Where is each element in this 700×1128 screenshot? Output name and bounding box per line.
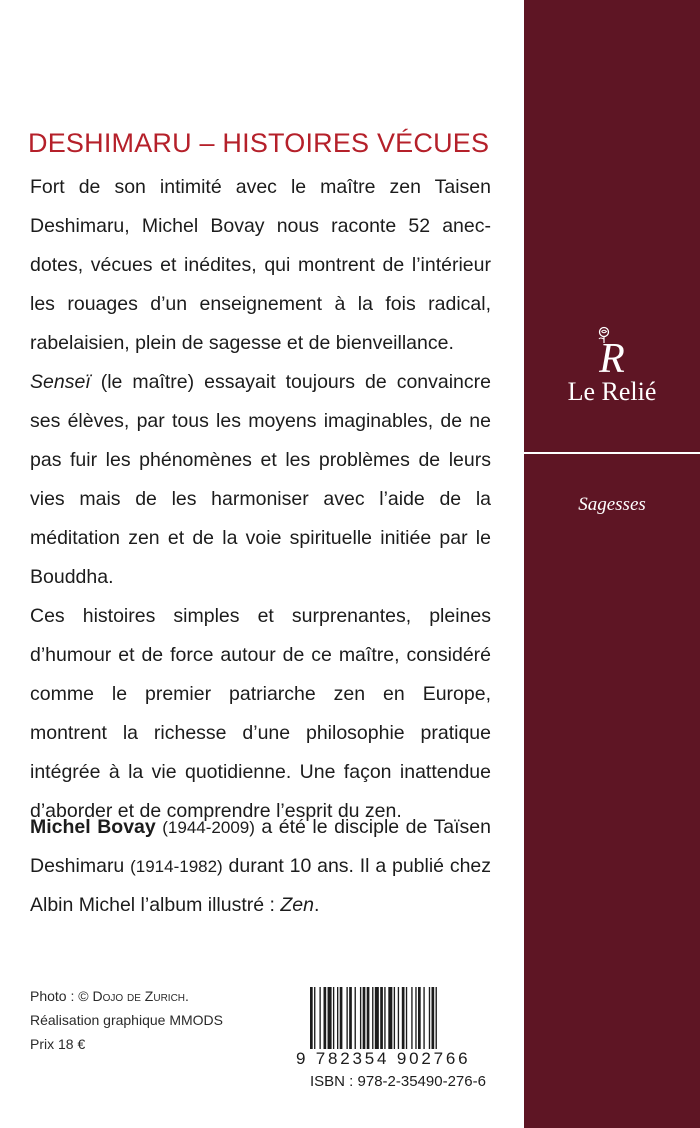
isbn: ISBN : 978-2-35490-276-6 <box>310 1073 486 1090</box>
description <box>30 168 491 831</box>
barcode-bar <box>398 987 399 1049</box>
collection-name: Sagesses <box>578 494 646 515</box>
publisher-name: Le Relié <box>567 377 657 406</box>
barcode-bar <box>360 987 361 1049</box>
spine-divider <box>524 452 700 454</box>
book-title: DESHIMARU – HISTOIRES VÉCUES <box>28 128 490 158</box>
barcode-bar <box>415 987 416 1049</box>
author-bio <box>30 808 491 925</box>
barcode-bar <box>394 987 395 1049</box>
barcode-bar <box>363 987 366 1049</box>
barcode-bar <box>418 987 421 1049</box>
barcode-digits: 9 782354 902766 <box>296 1049 471 1068</box>
photo-credit <box>30 984 280 1008</box>
bio-text-2: durant 10 ans. Il a publié chez Albin Michel l’album illustré : <box>30 855 492 916</box>
design-credit: Réalisation graphique MMODS <box>30 1012 223 1028</box>
publisher-spine-panel <box>524 0 700 1128</box>
barcode-bar <box>436 987 437 1049</box>
barcode-bar <box>384 987 385 1049</box>
barcode-bar <box>310 987 313 1049</box>
author-name: Michel Bovay <box>30 816 156 838</box>
barcode-bar <box>432 987 435 1049</box>
barcode-bar <box>314 987 315 1049</box>
credits <box>30 984 280 1056</box>
bio-work-title: Zen <box>280 894 314 916</box>
barcode-bar <box>429 987 430 1049</box>
barcode-bar <box>380 987 383 1049</box>
barcode-bar <box>406 987 407 1049</box>
barcode-bar <box>372 987 373 1049</box>
photo-credit-label: Photo : © <box>30 988 93 1004</box>
barcode-bar <box>411 987 412 1049</box>
barcode-block <box>296 987 510 1107</box>
description-paragraph-2 <box>30 363 491 597</box>
barcode-bar <box>388 987 392 1049</box>
author-dates: (1944-2009) <box>162 818 255 837</box>
barcode-bar <box>355 987 356 1049</box>
publisher-logo <box>524 322 700 422</box>
photo-credit-end: . <box>185 988 189 1004</box>
barcode-bar <box>346 987 347 1049</box>
barcode-bar <box>423 987 424 1049</box>
barcode-bar <box>337 987 338 1049</box>
master-dates: (1914-1982) <box>130 857 223 876</box>
bio-end: . <box>313 894 320 916</box>
logo-letter: R <box>599 336 625 382</box>
price: Prix 18 € <box>30 1036 86 1052</box>
description-paragraph-1: Fort de son intimité avec le maître zen Taisen Deshimaru, Michel Bovay nous raconte 52 anecdotes, vécues et inédites, qui montrent de l’intérieur les rouages d’un enseignement à la fois radical, rabelaisien, plein de sagesse et de bienveillance. <box>30 176 491 354</box>
barcode-bar <box>367 987 370 1049</box>
barcode-bar <box>319 987 320 1049</box>
description-paragraph-2-text: (le maître) essayait toujours de convaincre ses élèves, par tous les moyens imaginables, de ne pas fuir les phénomènes et les problèmes de leurs vies mais de les harmoniser avec l’aide de la méditation zen et de la voie spirituelle initiée par le Bouddha. <box>30 371 491 588</box>
photo-credit-name: Dojo de Zurich <box>92 988 186 1004</box>
description-paragraph-3: Ces histoires simples et surprenantes, pleines d’humour et de force autour de ce maître, considéré comme le premier patriarche zen en Europe, montrent la richesse d’une philosophie pratique intégrée à la vie quotidienne. Une façon inattendue d’aborder et de comprendre l’esprit du zen. <box>30 605 491 822</box>
barcode-bar <box>375 987 379 1049</box>
barcode-bar <box>324 987 327 1049</box>
barcode-bar <box>328 987 332 1049</box>
barcode-bar <box>340 987 343 1049</box>
barcode-bar <box>402 987 405 1049</box>
barcode-bar <box>333 987 334 1049</box>
barcode-image <box>310 987 505 1049</box>
bio-text-1: a été le disciple de Taïsen Deshimaru <box>30 816 491 877</box>
barcode-bar <box>349 987 352 1049</box>
sensei-term: Senseï <box>30 371 91 393</box>
